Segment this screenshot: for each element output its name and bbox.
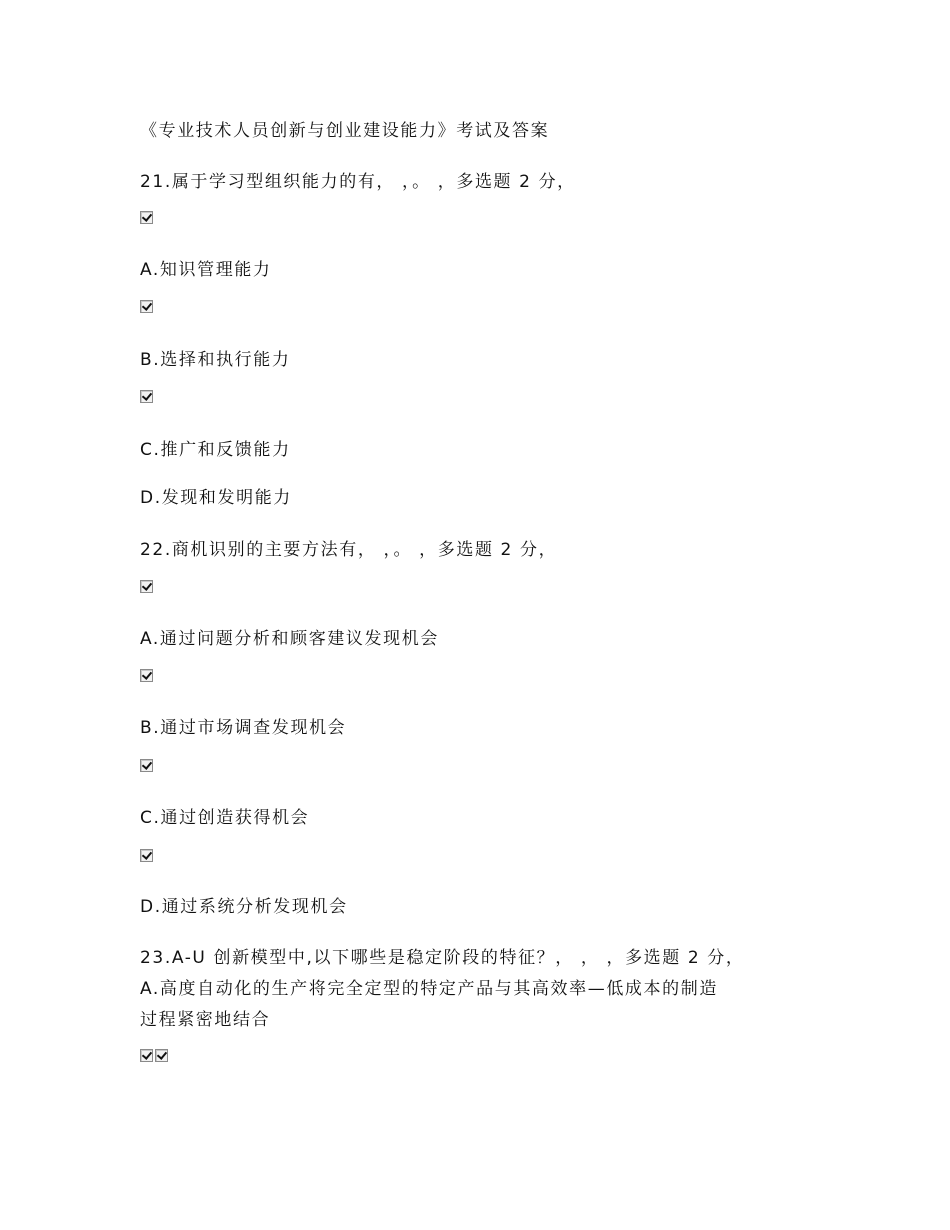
document-title: 《专业技术人员创新与创业建设能力》考试及答案 <box>140 121 550 141</box>
checkbox-row <box>140 1049 168 1063</box>
checkbox-checked-icon[interactable] <box>155 1049 168 1062</box>
checkbox-checked-icon[interactable] <box>140 669 153 682</box>
checkbox-row <box>140 211 153 225</box>
checkbox-row <box>140 580 153 594</box>
option-22-b: B.通过市场调查发现机会 <box>140 718 347 738</box>
option-22-c: C.通过创造获得机会 <box>140 808 310 828</box>
option-21-c: C.推广和反馈能力 <box>140 440 291 460</box>
question-23: 23.A-U 创新模型中,以下哪些是稳定阶段的特征？， ， ，多选题 2 分， <box>140 948 745 968</box>
option-21-b: B.选择和执行能力 <box>140 350 291 370</box>
question-22: 22.商机识别的主要方法有， ，。 ，多选题 2 分， <box>140 540 558 560</box>
checkbox-checked-icon[interactable] <box>140 211 153 224</box>
option-22-d: D.通过系统分析发现机会 <box>140 897 348 917</box>
checkbox-checked-icon[interactable] <box>140 300 153 313</box>
option-21-a: A.知识管理能力 <box>140 260 272 280</box>
option-22-a: A.通过问题分析和顾客建议发现机会 <box>140 629 439 649</box>
checkbox-checked-icon[interactable] <box>140 849 153 862</box>
checkbox-row <box>140 300 153 314</box>
question-21: 21.属于学习型组织能力的有， ，。 ，多选题 2 分， <box>140 172 576 192</box>
option-23-a-line2: 过程紧密地结合 <box>140 1010 271 1030</box>
option-21-d: D.发现和发明能力 <box>140 488 292 508</box>
checkbox-checked-icon[interactable] <box>140 390 153 403</box>
checkbox-row <box>140 669 153 683</box>
checkbox-row <box>140 390 153 404</box>
checkbox-row <box>140 759 153 773</box>
checkbox-checked-icon[interactable] <box>140 759 153 772</box>
checkbox-row <box>140 849 153 863</box>
checkbox-checked-icon[interactable] <box>140 580 153 593</box>
option-23-a-line1: A.高度自动化的生产将完全定型的特定产品与其高效率—低成本的制造 <box>140 979 718 999</box>
checkbox-checked-icon[interactable] <box>140 1049 153 1062</box>
